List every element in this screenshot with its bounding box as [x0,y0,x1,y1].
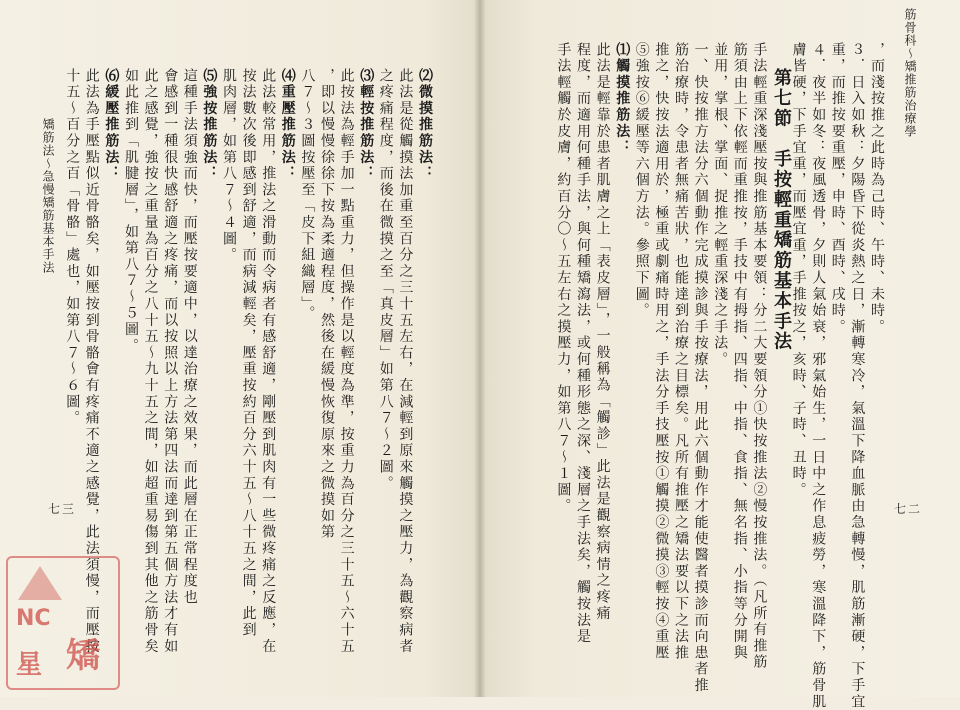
right_page-text-column: ⑴觸摸推筋法： [614,42,631,157]
right_page-text-column: 並用，掌根、掌面、捉推之輕重深淺之手法。 [712,42,729,368]
right_page-text-column: 程度，而適用何種手法，與何種矯瀉法，或何種形態之深、淺層之手法矣，觸按法是 [575,42,591,646]
left_page-text-column: ⑹緩壓推筋法： [103,68,120,183]
right-page-number: 七二 [894,502,923,516]
left_page-text-column: 八７～３圖按壓至「皮下組織層」。 [299,68,316,322]
left_page-text-column: 此法是從觸摸法加重至百分之三十五左右，在減輕到原來觸摸之壓力，為觀察病者 [397,68,414,655]
left_page-text-column: ，即以慢慢徐徐下按為柔適程度，然後在緩慢恢復原來之微摸如第 [319,68,335,541]
left_page-text-column: 此法為手壓點似近骨骼矣，如壓按到骨骼會有疼痛不適之感覺，此法須慢，而壓按 [83,68,100,655]
left_page-text-column: 按法數次後即感到舒適，而病減輕矣，壓重按約百分六十五～八十五之間，此到 [240,68,257,639]
right-page [480,0,960,710]
left_page-text-column: ⑷重壓推筋法： [279,68,296,183]
left_page-text-column: 之疼痛程度，而後在微摸之至「真皮層」如第八７～２圖。 [377,68,394,492]
right_page-text-column: 此法是輕靠於患者肌膚之上「表皮層」，一般稱為「觸診」此法是觀察病情之疼痛 [594,42,611,622]
right_page-text-column: ，而淺按推之此時為己時、午時、未時。 [869,42,885,336]
seal-triangle-icon [18,566,62,600]
left_page-text-column: ⑸強按推筋法： [201,68,218,183]
right_page-text-column: ３．日入如秋：夕陽昏下從炎熱之日，漸轉寒冷，氣溫下降血脈由急轉慢，肌筋漸硬，下手宜 [849,42,866,710]
right_page-text-column: 推之，快按法適用於，極重或劇痛時用之，手法分手技壓按①觸摸②微摸③輕按④重壓 [653,42,670,662]
left_page-text-column: 會感到一種很快感舒適之疼痛，而以按照以上方法第四法而達到第五個方法才有如 [162,68,179,655]
right_page-text-column: 重，而推按要重壓，申時、酉時、戌時。 [829,42,846,336]
left_page-text-column: 這種手法須強而快，而壓按要適中，以達治療之效果，而此層在正常程度也 [181,68,198,606]
left_page-text-column: ⑶輕按推筋法： [358,68,375,183]
left_page-text-column: 十五～百分之百「骨骼」處也，如第八７～６圖。 [64,68,81,427]
right_page-text-column: ４．夜半如冬：夜風透骨，夕則人氣始衰，邪氣始生，一日中之作息疲勞，寒溫降下，筋骨肌 [810,42,827,710]
seal-text: 星 [16,650,43,680]
right_page-text-column: 手法輕觸於皮膚，約百分〇～五左右之摸壓力，如第八７～１圖。 [555,42,572,515]
right_page-text-column: 筋須由上下依輕而重推按，手技中有拇指、四指、中指、食指、無名指、小指等分開與 [731,42,748,662]
left-page-number: 七三 [48,502,77,516]
right_page-text-column: 一、快按推方法分六個動作完成摸診與手按療法，用此六個動作才能使醫者摸診而向患者推 [692,42,709,694]
left-page-footer: 矯筋法～急慢矯筋基本手法 [41,118,55,274]
right_page-text-column: 手法輕重深淺壓按與推筋基本要領：分二大要領分①快按推法②慢按推法。（凡所有推筋 [751,42,768,671]
left_page-text-column: ⑵微摸推筋法： [417,68,433,183]
right_page-text-column: ⑤強按⑥緩壓等六個方法。參照下圖。 [633,42,650,320]
book-gutter [474,0,486,697]
left_page-text-column: 此按法為輕手加一點重力，但操作是以輕度為準，按重力為百分之三十五～六十五 [338,68,355,655]
left-page [0,0,480,697]
right_page-text-column: 膚皆硬，下手宜重，而壓宜重，手推按之，亥時、子時、丑時。 [790,42,807,499]
right-page-header: 筋骨科～矯推筋治療學 [903,8,917,138]
left_page-text-column: 肌肉層，如第八７～４圖。 [221,68,237,264]
left_page-text-column: 此之感覺，強按之重量為百分之八十五～九十五之間，如超重易傷到其他之筋骨矣 [142,68,159,655]
left_page-text-column: 如此推到「肌腱層」，如第八７～５圖。 [123,68,139,355]
right_page-text-column: 第七節 手按輕重矯筋基本手法 [771,68,792,353]
seal-stamp [6,556,120,690]
seal-text: NC [16,606,51,631]
seal-text: 矯 [66,636,100,676]
left_page-text-column: 此法較常用，推法之滑動而令病者有感舒適，剛壓到肌肉有一些微疼痛之反應，在 [260,68,277,655]
right_page-text-column: 筋治療時，令患者無痛苦狀，也能達到治療之目標矣。凡所有推壓之矯法要以下之法推 [673,42,689,662]
